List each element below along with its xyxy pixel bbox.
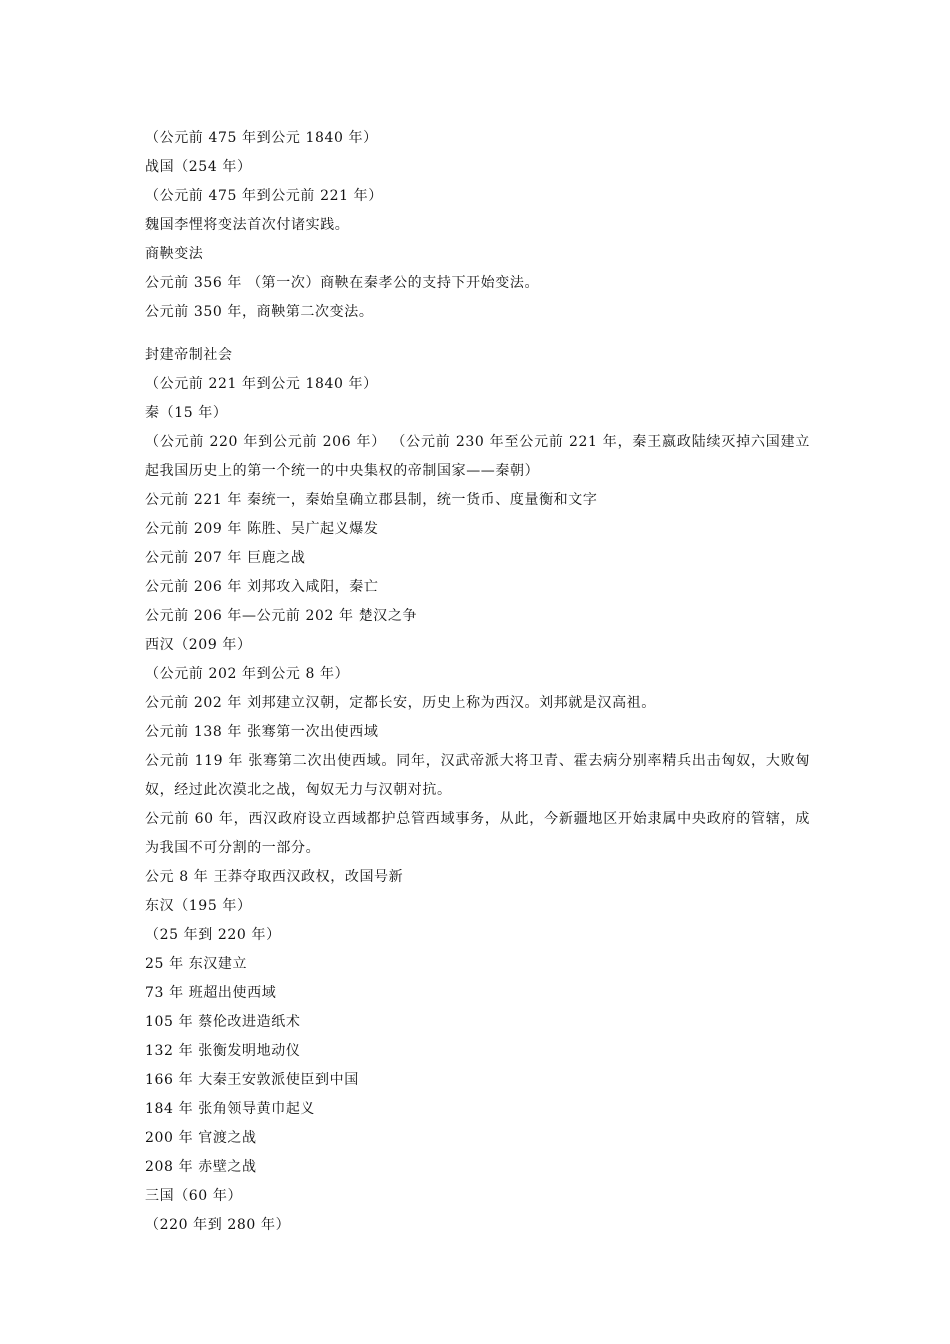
- text-line: 公元 8 年 王莽夺取西汉政权，改国号新: [145, 869, 404, 885]
- text-line: 200 年 官渡之战: [145, 1130, 257, 1146]
- text-line: 公元前 350 年，商鞅第二次变法。: [145, 304, 374, 320]
- text-line: 公元前 209 年 陈胜、吴广起义爆发: [145, 521, 379, 537]
- document-body: [145, 124, 810, 1240]
- text-line: 公元前 356 年 （第一次）商鞅在秦孝公的支持下开始变法。: [145, 275, 540, 291]
- text-line: 208 年 赤壁之战: [145, 1159, 257, 1175]
- section-heading: 秦（15 年）: [145, 405, 228, 421]
- text-line: （公元前 202 年到公元 8 年）: [145, 666, 350, 682]
- text-line: （25 年到 220 年）: [145, 927, 281, 943]
- section-heading: 商鞅变法: [145, 246, 204, 262]
- text-line: 公元前 221 年 秦统一，秦始皇确立郡县制，统一货币、度量衡和文字: [145, 492, 598, 508]
- blank-line: [145, 327, 810, 341]
- section-heading: 东汉（195 年）: [145, 898, 252, 914]
- text-line: 公元前 206 年—公元前 202 年 楚汉之争: [145, 608, 418, 624]
- text-paragraph: 公元前 60 年，西汉政府设立西域都护总管西域事务，从此，今新疆地区开始隶属中央政府的管辖，成为我国不可分割的一部分。: [145, 811, 810, 856]
- text-line: 184 年 张角领导黄巾起义: [145, 1101, 316, 1117]
- section-heading: 三国（60 年）: [145, 1188, 243, 1204]
- section-heading: 战国（254 年）: [145, 159, 252, 175]
- text-line: 公元前 138 年 张骞第一次出使西域: [145, 724, 379, 740]
- text-line: 公元前 206 年 刘邦攻入咸阳，秦亡: [145, 579, 379, 595]
- text-line: 73 年 班超出使西域: [145, 985, 277, 1001]
- text-paragraph: 公元前 119 年 张骞第二次出使西域。同年，汉武帝派大将卫青、霍去病分别率精兵出击匈奴，大败匈奴，经过此次漠北之战，匈奴无力与汉朝对抗。: [145, 753, 810, 798]
- text-line: 魏国李悝将变法首次付诸实践。: [145, 217, 350, 233]
- text-line: 公元前 207 年 巨鹿之战: [145, 550, 306, 566]
- text-line: 166 年 大秦王安敦派使臣到中国: [145, 1072, 359, 1088]
- text-line: （220 年到 280 年）: [145, 1217, 291, 1233]
- section-heading: 封建帝制社会: [145, 347, 233, 363]
- text-line: 132 年 张衡发明地动仪: [145, 1043, 301, 1059]
- text-line: 公元前 202 年 刘邦建立汉朝，定都长安，历史上称为西汉。刘邦就是汉高祖。: [145, 695, 656, 711]
- text-line: （公元前 221 年到公元 1840 年）: [145, 376, 378, 392]
- text-paragraph: （公元前 220 年到公元前 206 年） （公元前 230 年至公元前 221 年，秦王嬴政陆续灭掉六国建立起我国历史上的第一个统一的中央集权的帝制国家——秦朝）: [145, 434, 810, 479]
- text-line: 25 年 东汉建立: [145, 956, 248, 972]
- text-line: 105 年 蔡伦改进造纸术: [145, 1014, 301, 1030]
- section-heading: 西汉（209 年）: [145, 637, 252, 653]
- text-line: （公元前 475 年到公元 1840 年）: [145, 130, 378, 146]
- text-line: （公元前 475 年到公元前 221 年）: [145, 188, 383, 204]
